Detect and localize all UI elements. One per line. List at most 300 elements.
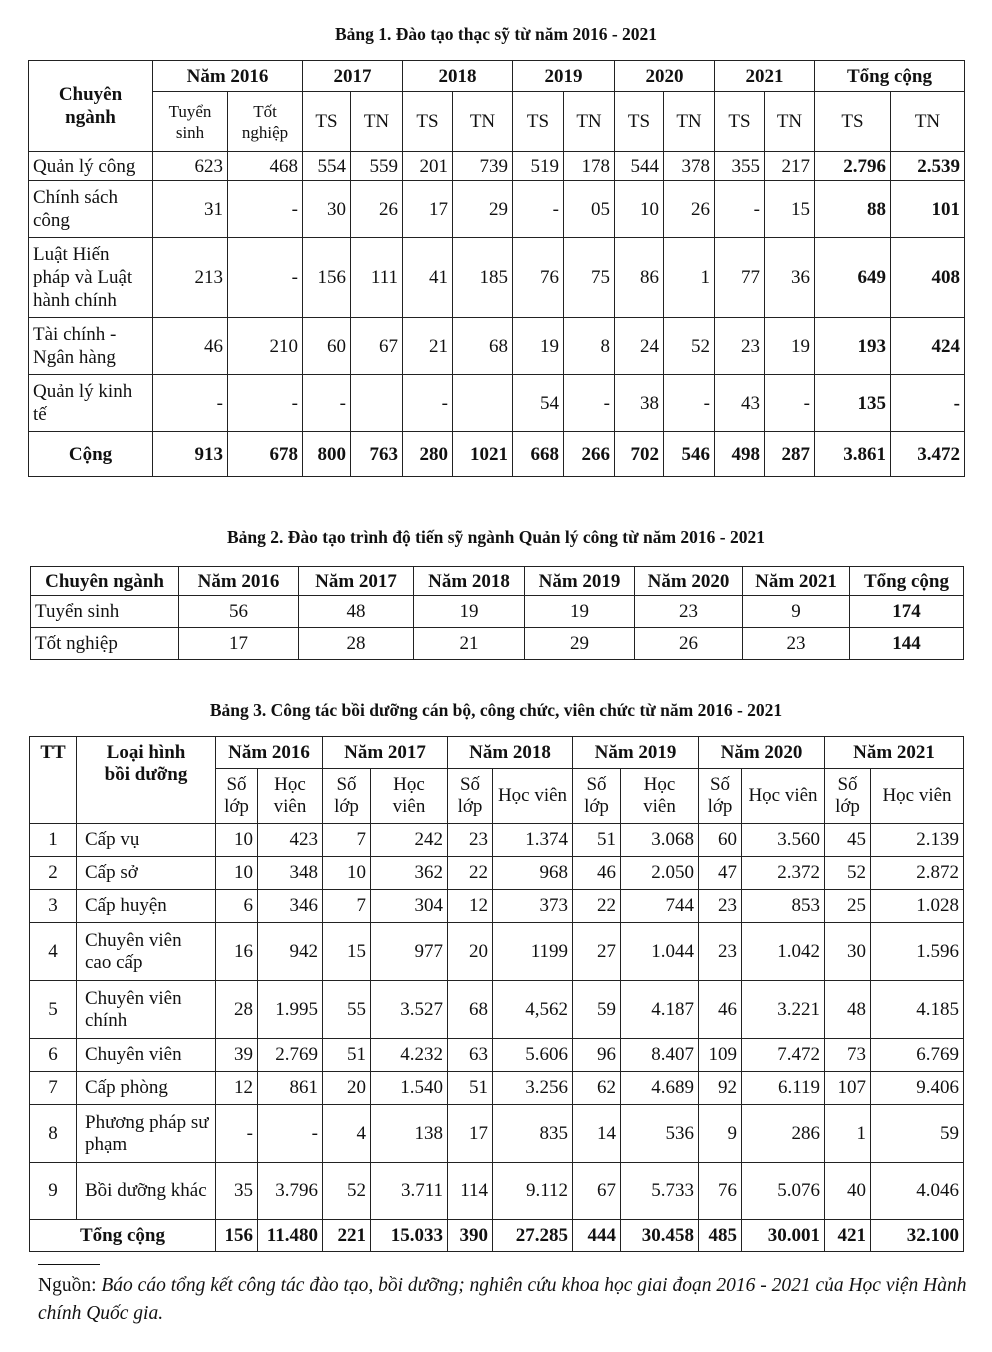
table3-value-cell: 2.139 [871, 824, 964, 857]
table1-value-cell: 77 [715, 238, 765, 318]
table3-value-cell: 109 [699, 1039, 742, 1072]
table3-tt: 9 [30, 1163, 77, 1220]
table1-total-tn: - [891, 375, 965, 432]
table1-total-ts: 193 [815, 318, 891, 375]
table1-total-ts: 88 [815, 181, 891, 238]
table2-header-year: Năm 2017 [299, 567, 414, 596]
table3-value-cell: 4 [323, 1105, 371, 1163]
table3-value-cell: 47 [699, 857, 742, 890]
source-label: Nguồn: [38, 1275, 102, 1296]
table3-row [30, 857, 964, 890]
table3-row [30, 1163, 964, 1220]
table3-value-cell: 55 [323, 981, 371, 1039]
table1-total-tn: 101 [891, 181, 965, 238]
table1-row [29, 375, 965, 432]
table3-value-cell: 304 [371, 890, 448, 923]
table3-value-cell: - [216, 1105, 258, 1163]
table3-value-cell: 92 [699, 1072, 742, 1105]
table1-value-cell: 19 [765, 318, 815, 375]
table3-type-name: Chuyên viên cao cấp [77, 923, 216, 981]
table3-value-cell: 1.596 [871, 923, 964, 981]
table3-sum-cell: 30.458 [621, 1220, 699, 1252]
table2-value-cell: 19 [414, 596, 525, 628]
table3-type-name: Chuyên viên chính [77, 981, 216, 1039]
table3-sub-students: Học viên [371, 769, 448, 824]
table3-value-cell: 20 [323, 1072, 371, 1105]
table2-doctoral-training [30, 566, 964, 660]
table1-value-cell: 355 [715, 152, 765, 181]
table1-value-cell: 21 [403, 318, 453, 375]
table3-value-cell: 51 [323, 1039, 371, 1072]
table1-sub-tn: TN [351, 92, 403, 152]
table1-value-cell: 468 [228, 152, 303, 181]
table3-value-cell: 62 [573, 1072, 621, 1105]
table1-value-cell: 86 [615, 238, 664, 318]
table3-value-cell: 1.540 [371, 1072, 448, 1105]
table3-value-cell: 51 [448, 1072, 493, 1105]
table3-value-cell: 9.112 [493, 1163, 573, 1220]
table1-sub-tn: TN [453, 92, 513, 152]
table3-value-cell: 2.872 [871, 857, 964, 890]
table1-value-cell: - [228, 375, 303, 432]
table1-value-cell: - [513, 181, 564, 238]
table1-masters-training [28, 60, 965, 477]
table1-header-year: 2018 [403, 61, 513, 92]
table1-header-year: Năm 2016 [153, 61, 303, 92]
table1-value-cell: 185 [453, 238, 513, 318]
table3-value-cell: 7 [323, 824, 371, 857]
table3-body [30, 824, 964, 1252]
table3-value-cell: 242 [371, 824, 448, 857]
table3-type-name: Chuyên viên [77, 1039, 216, 1072]
table2-row [31, 596, 964, 628]
table2-total-cell: 144 [850, 628, 964, 660]
table1-sum-cell: 668 [513, 432, 564, 477]
table3-value-cell: 67 [573, 1163, 621, 1220]
table3-value-cell: 52 [323, 1163, 371, 1220]
table3-sub-classes: Số lớp [825, 769, 871, 824]
table1-value-cell: 19 [513, 318, 564, 375]
source-note [38, 1272, 968, 1328]
table3-value-cell: 22 [448, 857, 493, 890]
table1-value-cell: 43 [715, 375, 765, 432]
table2-value-cell: 19 [525, 596, 635, 628]
table1-sum-cell: 763 [351, 432, 403, 477]
table3-sub-students: Học viên [742, 769, 825, 824]
table1-sub-enrolled: Tuyển sinh [153, 92, 228, 152]
table1-major-name: Tài chính - Ngân hàng [29, 318, 153, 375]
table1-value-cell: 31 [153, 181, 228, 238]
table3-value-cell: 16 [216, 923, 258, 981]
table1-value-cell: - [228, 181, 303, 238]
table3-tt: 6 [30, 1039, 77, 1072]
table3-header-year: Năm 2019 [573, 737, 699, 769]
table3-value-cell: 853 [742, 890, 825, 923]
table3-header-tt: TT [30, 737, 77, 824]
table1-sum-cell: 266 [564, 432, 615, 477]
table3-row [30, 1105, 964, 1163]
table3-tt: 4 [30, 923, 77, 981]
table1-value-cell: 17 [403, 181, 453, 238]
table3-value-cell: 362 [371, 857, 448, 890]
table3-value-cell: 3.221 [742, 981, 825, 1039]
table1-value-cell: 201 [403, 152, 453, 181]
table2-value-cell: 56 [179, 596, 299, 628]
table2-header-year: Năm 2018 [414, 567, 525, 596]
table1-value-cell: 26 [351, 181, 403, 238]
table3-tt: 3 [30, 890, 77, 923]
table3-value-cell: 60 [699, 824, 742, 857]
table3-value-cell: 3.068 [621, 824, 699, 857]
table1-header-major: Chuyên ngành [29, 61, 153, 152]
table2-value-cell: 48 [299, 596, 414, 628]
table1-header-year: 2020 [615, 61, 715, 92]
table3-value-cell: 51 [573, 824, 621, 857]
table2-caption: Bảng 2. Đào tạo trình độ tiến sỹ ngành Quản lý công từ năm 2016 - 2021 [226, 527, 765, 547]
table1-sub-ts: TS [403, 92, 453, 152]
table2-value-cell: 9 [743, 596, 850, 628]
table1-value-cell: 36 [765, 238, 815, 318]
table1-total-tn: 2.539 [891, 152, 965, 181]
table3-row [30, 981, 964, 1039]
table3-sum-cell: 27.285 [493, 1220, 573, 1252]
table3-value-cell: 5.733 [621, 1163, 699, 1220]
table1-value-cell: - [765, 375, 815, 432]
table2-body [31, 596, 964, 660]
table3-sub-students: Học viên [493, 769, 573, 824]
table1-value-cell: 1 [664, 238, 715, 318]
table3-sub-students: Học viên [258, 769, 323, 824]
table3-value-cell: 9 [699, 1105, 742, 1163]
table3-type-name: Cấp huyện [77, 890, 216, 923]
table1-sub-ts: TS [815, 92, 891, 152]
table3-sum-cell: 221 [323, 1220, 371, 1252]
table1-header-year: 2021 [715, 61, 815, 92]
table2-value-cell: 26 [635, 628, 743, 660]
table2-header-row [31, 567, 964, 596]
table3-header-type: Loại hình bồi dưỡng [77, 737, 216, 824]
table1-value-cell: 10 [615, 181, 664, 238]
table3-value-cell: 9.406 [871, 1072, 964, 1105]
table3-value-cell: 46 [573, 857, 621, 890]
table1-value-cell: 519 [513, 152, 564, 181]
table3-value-cell: 3.796 [258, 1163, 323, 1220]
table1-value-cell: 38 [615, 375, 664, 432]
table1-value-cell: 26 [664, 181, 715, 238]
table3-civil-servant-training [29, 736, 964, 1252]
table3-value-cell: 23 [699, 890, 742, 923]
table1-sum-cell: 702 [615, 432, 664, 477]
table3-value-cell: 968 [493, 857, 573, 890]
table3-sub-classes: Số lớp [699, 769, 742, 824]
table3-sum-cell: 32.100 [871, 1220, 964, 1252]
table3-value-cell: 373 [493, 890, 573, 923]
table3-type-name: Cấp vụ [77, 824, 216, 857]
table3-value-cell: 25 [825, 890, 871, 923]
table3-value-cell: 1.028 [871, 890, 964, 923]
table1-header-year: 2017 [303, 61, 403, 92]
table1-sub-tn: TN [664, 92, 715, 152]
table3-header-year: Năm 2021 [825, 737, 964, 769]
table2-value-cell: 29 [525, 628, 635, 660]
table3-value-cell: 59 [573, 981, 621, 1039]
table3-value-cell: 59 [871, 1105, 964, 1163]
table3-value-cell: 12 [448, 890, 493, 923]
table3-value-cell: 10 [216, 857, 258, 890]
table1-total-tn: 408 [891, 238, 965, 318]
table3-row [30, 1072, 964, 1105]
table3-value-cell: 52 [825, 857, 871, 890]
table1-value-cell: 54 [513, 375, 564, 432]
table1-header-year: 2019 [513, 61, 615, 92]
table3-value-cell: 7 [323, 890, 371, 923]
table3-value-cell: 423 [258, 824, 323, 857]
table2-row [31, 628, 964, 660]
source-text: Báo cáo tổng kết công tác đào tạo, bồi dưỡng; nghiên cứu khoa học giai đoạn 2016 - 2021 của Học viện Hành chính Quốc gia. [38, 1275, 967, 1324]
table3-sub-classes: Số lớp [448, 769, 493, 824]
table2-value-cell: 21 [414, 628, 525, 660]
table1-row [29, 238, 965, 318]
table3-value-cell: 4.046 [871, 1163, 964, 1220]
table2-header-year: Năm 2020 [635, 567, 743, 596]
table3-caption: Bảng 3. Công tác bồi dưỡng cán bộ, công chức, viên chức từ năm 2016 - 2021 [209, 700, 783, 720]
table1-sub-tn: TN [564, 92, 615, 152]
table3-header-year: Năm 2016 [216, 737, 323, 769]
table1-sum-cell: 498 [715, 432, 765, 477]
table3-value-cell: 40 [825, 1163, 871, 1220]
table3-value-cell: 63 [448, 1039, 493, 1072]
table3-value-cell: 861 [258, 1072, 323, 1105]
table3-type-name: Cấp sở [77, 857, 216, 890]
table3-sub-classes: Số lớp [216, 769, 258, 824]
table1-value-cell: 46 [153, 318, 228, 375]
table1-value-cell: 23 [715, 318, 765, 375]
table3-value-cell: 46 [699, 981, 742, 1039]
table1-value-cell: 213 [153, 238, 228, 318]
table1-value-cell: - [715, 181, 765, 238]
table1-sum-cell: 678 [228, 432, 303, 477]
table3-value-cell: 4,562 [493, 981, 573, 1039]
table3-row [30, 824, 964, 857]
table1-value-cell: 05 [564, 181, 615, 238]
table3-value-cell: 23 [699, 923, 742, 981]
table3-value-cell: 2.769 [258, 1039, 323, 1072]
table3-tt: 8 [30, 1105, 77, 1163]
table3-sum-cell: 485 [699, 1220, 742, 1252]
table1-value-cell: 378 [664, 152, 715, 181]
table1-sum-cell: 1021 [453, 432, 513, 477]
table1-sum-ts: 3.861 [815, 432, 891, 477]
table3-value-cell: 14 [573, 1105, 621, 1163]
table3-value-cell: 835 [493, 1105, 573, 1163]
table3-value-cell: 15 [323, 923, 371, 981]
table1-value-cell: - [403, 375, 453, 432]
table1-value-cell: 30 [303, 181, 351, 238]
table1-value-cell: 52 [664, 318, 715, 375]
table1-sum-cell: 546 [664, 432, 715, 477]
table3-value-cell: 6.769 [871, 1039, 964, 1072]
table3-value-cell: 6.119 [742, 1072, 825, 1105]
table3-sum-row [30, 1220, 964, 1252]
table3-value-cell: 23 [448, 824, 493, 857]
table1-header-total: Tổng cộng [815, 61, 965, 92]
table1-sub-ts: TS [513, 92, 564, 152]
table1-value-cell: 739 [453, 152, 513, 181]
table3-header-year: Năm 2020 [699, 737, 825, 769]
table3-value-cell: 20 [448, 923, 493, 981]
table3-sum-cell: 15.033 [371, 1220, 448, 1252]
table3-value-cell: 3.256 [493, 1072, 573, 1105]
table1-total-tn: 424 [891, 318, 965, 375]
table3-value-cell: 10 [323, 857, 371, 890]
table2-value-cell: 23 [635, 596, 743, 628]
table1-total-ts: 649 [815, 238, 891, 318]
table1-value-cell: - [564, 375, 615, 432]
table3-value-cell: 8.407 [621, 1039, 699, 1072]
table3-value-cell: 4.689 [621, 1072, 699, 1105]
table1-value-cell: 67 [351, 318, 403, 375]
table3-value-cell: 17 [448, 1105, 493, 1163]
table1-value-cell: 156 [303, 238, 351, 318]
table2-value-cell: 23 [743, 628, 850, 660]
table3-value-cell: 28 [216, 981, 258, 1039]
table1-major-name: Luật Hiến pháp và Luật hành chính [29, 238, 153, 318]
table3-value-cell: 35 [216, 1163, 258, 1220]
table3-value-cell: 96 [573, 1039, 621, 1072]
table1-value-cell: 68 [453, 318, 513, 375]
table1-major-name: Quản lý kinh tế [29, 375, 153, 432]
table3-value-cell: 3.711 [371, 1163, 448, 1220]
table3-sum-cell: 444 [573, 1220, 621, 1252]
table1-sum-label: Cộng [29, 432, 153, 477]
table3-value-cell: 4.185 [871, 981, 964, 1039]
table1-sum-tn: 3.472 [891, 432, 965, 477]
table1-sub-ts: TS [303, 92, 351, 152]
table1-value-cell: 29 [453, 181, 513, 238]
table1-value-cell: 178 [564, 152, 615, 181]
table3-header-year: Năm 2017 [323, 737, 448, 769]
table1-total-ts: 135 [815, 375, 891, 432]
table3-row [30, 923, 964, 981]
table1-value-cell: 15 [765, 181, 815, 238]
table3-tt: 7 [30, 1072, 77, 1105]
table1-major-name: Chính sách công [29, 181, 153, 238]
table3-value-cell: 536 [621, 1105, 699, 1163]
table3-value-cell: 1 [825, 1105, 871, 1163]
table3-tt: 5 [30, 981, 77, 1039]
table3-type-name: Bồi dưỡng khác [77, 1163, 216, 1220]
table1-value-cell: 41 [403, 238, 453, 318]
table3-row [30, 1039, 964, 1072]
table1-value-cell: 75 [564, 238, 615, 318]
table3-value-cell: 3.527 [371, 981, 448, 1039]
table1-body [29, 152, 965, 477]
table2-header-year: Năm 2021 [743, 567, 850, 596]
table3-value-cell: 744 [621, 890, 699, 923]
table3-value-cell: 45 [825, 824, 871, 857]
table1-row [29, 318, 965, 375]
table1-value-cell: 60 [303, 318, 351, 375]
table3-value-cell: 76 [699, 1163, 742, 1220]
table2-header-total: Tổng cộng [850, 567, 964, 596]
table2-value-cell: 28 [299, 628, 414, 660]
table3-sub-students: Học viên [871, 769, 964, 824]
table1-value-cell: 559 [351, 152, 403, 181]
table3-value-cell: 1.374 [493, 824, 573, 857]
table3-value-cell: 942 [258, 923, 323, 981]
table1-value-cell: 544 [615, 152, 664, 181]
table3-value-cell: 346 [258, 890, 323, 923]
table1-value-cell: 8 [564, 318, 615, 375]
table3-value-cell: 27 [573, 923, 621, 981]
table3-header-year: Năm 2018 [448, 737, 573, 769]
table1-major-name: Quản lý công [29, 152, 153, 181]
table3-value-cell: 1.995 [258, 981, 323, 1039]
table3-sub-classes: Số lớp [573, 769, 621, 824]
table3-value-cell: 73 [825, 1039, 871, 1072]
table1-value-cell: - [303, 375, 351, 432]
table2-header-year: Năm 2019 [525, 567, 635, 596]
table1-subheader-row [29, 92, 965, 152]
table1-value-cell: 217 [765, 152, 815, 181]
table3-value-cell: 5.076 [742, 1163, 825, 1220]
table3-type-name: Phương pháp sư phạm [77, 1105, 216, 1163]
table3-tt: 1 [30, 824, 77, 857]
table3-tt: 2 [30, 857, 77, 890]
table1-value-cell: 623 [153, 152, 228, 181]
table3-value-cell: 30 [825, 923, 871, 981]
table3-value-cell: 22 [573, 890, 621, 923]
table3-value-cell: 4.187 [621, 981, 699, 1039]
table3-value-cell: 68 [448, 981, 493, 1039]
table3-value-cell: 1199 [493, 923, 573, 981]
table1-caption: Bảng 1. Đào tạo thạc sỹ từ năm 2016 - 2021 [334, 24, 658, 44]
table3-value-cell: 138 [371, 1105, 448, 1163]
table1-sub-graduated: Tốt nghiệp [228, 92, 303, 152]
table3-value-cell: 6 [216, 890, 258, 923]
table2-total-cell: 174 [850, 596, 964, 628]
table3-value-cell: 114 [448, 1163, 493, 1220]
table3-value-cell: 977 [371, 923, 448, 981]
table1-value-cell: 24 [615, 318, 664, 375]
table3-value-cell: 7.472 [742, 1039, 825, 1072]
table3-type-name: Cấp phòng [77, 1072, 216, 1105]
table1-sub-ts: TS [615, 92, 664, 152]
table1-value-cell: 210 [228, 318, 303, 375]
table3-value-cell: 286 [742, 1105, 825, 1163]
table3-value-cell: 2.050 [621, 857, 699, 890]
table3-sum-cell: 421 [825, 1220, 871, 1252]
table3-value-cell: 107 [825, 1072, 871, 1105]
table3-value-cell: 348 [258, 857, 323, 890]
table3-sub-classes: Số lớp [323, 769, 371, 824]
table1-value-cell: - [664, 375, 715, 432]
table3-value-cell: 10 [216, 824, 258, 857]
table1-sub-tn: TN [891, 92, 965, 152]
table1-header-row [29, 61, 965, 92]
table1-value-cell [351, 375, 403, 432]
table3-sum-cell: 11.480 [258, 1220, 323, 1252]
table1-value-cell: - [153, 375, 228, 432]
table1-sub-ts: TS [715, 92, 765, 152]
table3-value-cell: 3.560 [742, 824, 825, 857]
table3-value-cell: 1.042 [742, 923, 825, 981]
table3-header-row [30, 737, 964, 769]
table3-value-cell: 39 [216, 1039, 258, 1072]
table3-value-cell: 1.044 [621, 923, 699, 981]
table3-sum-cell: 390 [448, 1220, 493, 1252]
table1-row [29, 152, 965, 181]
